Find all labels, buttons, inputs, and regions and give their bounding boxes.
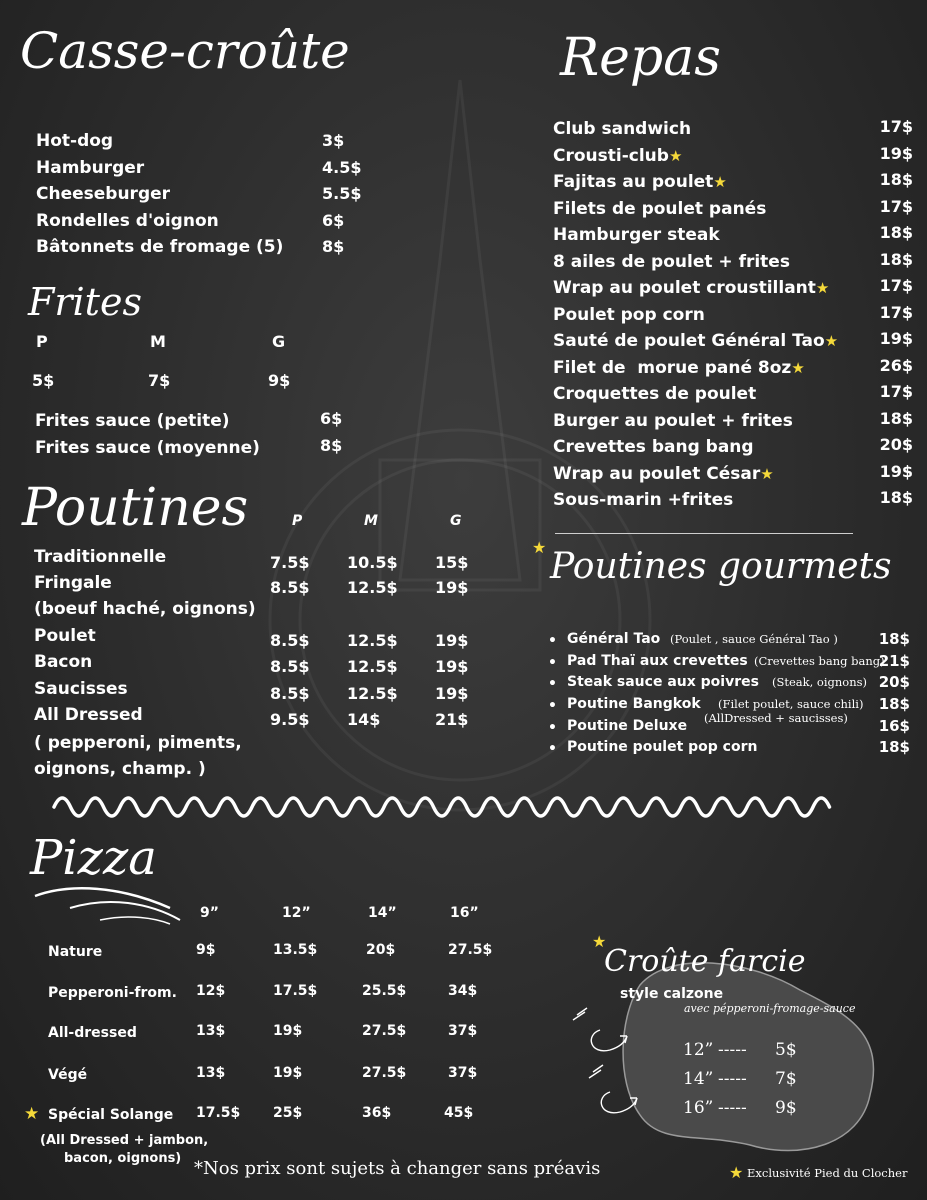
croute-dash: ----- bbox=[718, 1098, 747, 1118]
wavy-divider bbox=[50, 793, 835, 821]
list-item bbox=[553, 171, 913, 198]
croute-subtitle: style calzone bbox=[620, 986, 724, 1002]
list-item bbox=[553, 145, 913, 172]
pizza-price: 20$ bbox=[366, 942, 396, 958]
list-item bbox=[553, 357, 913, 384]
repas-list bbox=[553, 118, 913, 516]
pizza-price: 34$ bbox=[448, 983, 478, 999]
item-name: Hamburger bbox=[36, 157, 145, 178]
list-item bbox=[36, 183, 366, 210]
pizza-price: 27.5$ bbox=[362, 1023, 407, 1039]
gourmet-desc: (Filet poulet, sauce chili) bbox=[718, 697, 864, 712]
bullet-icon: • bbox=[548, 654, 557, 671]
price-disclaimer: *Nos prix sont sujets à changer sans préavis bbox=[194, 1158, 601, 1179]
item-price: 20$ bbox=[879, 435, 913, 454]
pizza-price: 27.5$ bbox=[448, 942, 493, 958]
croute-title: Croûte farcie bbox=[604, 944, 806, 979]
poutine-price-g: 19$ bbox=[435, 631, 469, 650]
gourmet-price: 18$ bbox=[878, 738, 910, 757]
list-item bbox=[36, 157, 366, 184]
pizza-title: Pizza bbox=[30, 830, 157, 886]
item-price: 6$ bbox=[322, 210, 345, 230]
list-item bbox=[553, 330, 913, 357]
poutines-size-g: G bbox=[450, 513, 462, 529]
pizza-name: Végé bbox=[48, 1067, 88, 1083]
pizza-price: 36$ bbox=[362, 1105, 392, 1121]
pizza-price: 19$ bbox=[273, 1023, 303, 1039]
frites-title: Frites bbox=[28, 280, 142, 324]
item-name: Burger au poulet + frites bbox=[553, 410, 793, 431]
gourmet-name: Poutine Bangkok bbox=[567, 696, 701, 713]
croute-dash: ----- bbox=[718, 1040, 747, 1060]
item-price: 17$ bbox=[879, 117, 913, 136]
poutines-size-m: M bbox=[364, 513, 378, 529]
star-icon: ★ bbox=[713, 173, 727, 191]
list-item bbox=[553, 410, 913, 437]
pizza-size: 16” bbox=[450, 905, 479, 921]
gourmet-name: Poutine poulet pop corn bbox=[567, 739, 758, 756]
item-price: 17$ bbox=[879, 302, 913, 322]
pizza-size: 9” bbox=[200, 905, 219, 921]
list-item bbox=[548, 652, 910, 674]
list-item bbox=[553, 436, 913, 463]
item-name: Club sandwich bbox=[553, 119, 692, 139]
poutine-note: ( pepperoni, piments, bbox=[34, 733, 242, 753]
list-item bbox=[553, 463, 913, 490]
item-name: Wrap au poulet croustillant bbox=[553, 278, 816, 298]
pizza-size: 12” bbox=[282, 905, 311, 921]
poutines-size-p: P bbox=[292, 513, 303, 529]
pizza-price: 13$ bbox=[196, 1023, 226, 1039]
list-item bbox=[36, 130, 366, 157]
star-icon: ★ bbox=[815, 279, 830, 297]
pizza-price: 13.5$ bbox=[273, 942, 318, 958]
frites-extra-price: 6$ bbox=[320, 409, 343, 428]
gourmet-name: Général Tao bbox=[567, 631, 661, 647]
poutine-name: Saucisses bbox=[34, 679, 128, 699]
poutine-price-p: 7.5$ bbox=[270, 553, 310, 572]
star-icon: ★ bbox=[532, 538, 547, 557]
gourmet-desc: (AllDressed + saucisses) bbox=[704, 710, 848, 725]
poutine-price-m: 10.5$ bbox=[347, 553, 398, 572]
item-name: Sauté de poulet Général Tao bbox=[553, 331, 825, 351]
item-price: 19$ bbox=[879, 461, 913, 481]
pizza-price: 25$ bbox=[273, 1105, 303, 1121]
poutine-price-p: 8.5$ bbox=[270, 657, 310, 676]
poutine-price-m: 12.5$ bbox=[347, 578, 398, 597]
item-name: Wrap au poulet César bbox=[553, 463, 761, 484]
pizza-name: Nature bbox=[48, 944, 103, 960]
poutine-price-p: 9.5$ bbox=[270, 710, 310, 729]
pizza-price: 17.5$ bbox=[196, 1105, 241, 1121]
star-icon: ★ bbox=[729, 1163, 744, 1182]
list-item bbox=[36, 236, 366, 263]
poutine-price-p: 8.5$ bbox=[270, 684, 310, 703]
croute-dash: ----- bbox=[718, 1069, 747, 1089]
pizza-special-note: bacon, oignons) bbox=[64, 1151, 182, 1166]
pizza-size: 14” bbox=[368, 905, 397, 921]
frites-size-p: P bbox=[36, 332, 48, 351]
list-item bbox=[36, 210, 366, 237]
pizza-price: 13$ bbox=[196, 1065, 226, 1081]
croute-price: 5$ bbox=[775, 1040, 797, 1060]
star-icon: ★ bbox=[760, 464, 774, 483]
item-name: Bâtonnets de fromage (5) bbox=[36, 237, 284, 257]
section-divider bbox=[555, 533, 853, 534]
pizza-price: 17.5$ bbox=[273, 983, 318, 999]
poutine-name: Poulet bbox=[34, 626, 96, 646]
poutine-name: Traditionnelle bbox=[34, 547, 167, 567]
gourmet-list bbox=[548, 630, 910, 760]
croute-size: 14” bbox=[683, 1069, 714, 1089]
croute-desc: avec pépperoni-fromage-sauce bbox=[684, 1002, 856, 1015]
pizza-price: 27.5$ bbox=[362, 1065, 407, 1081]
star-icon: ★ bbox=[791, 358, 805, 377]
pizza-name: Pepperoni-from. bbox=[48, 985, 177, 1001]
repas-title: Repas bbox=[560, 28, 721, 88]
list-item bbox=[553, 198, 913, 225]
list-item bbox=[553, 383, 913, 410]
frites-size-g: G bbox=[272, 332, 286, 351]
item-name: Poulet pop corn bbox=[553, 304, 705, 325]
bullet-icon: • bbox=[548, 698, 557, 715]
poutine-price-g: 15$ bbox=[435, 553, 469, 572]
pizza-price: 45$ bbox=[444, 1105, 474, 1121]
gourmet-name: Steak sauce aux poivres bbox=[567, 674, 759, 691]
poutine-name: All Dressed bbox=[34, 705, 143, 725]
item-price: 19$ bbox=[879, 143, 913, 163]
poutine-price-g: 21$ bbox=[435, 710, 469, 729]
item-price: 18$ bbox=[879, 408, 913, 428]
item-name: Crevettes bang bang bbox=[553, 437, 754, 457]
item-name: Cheeseburger bbox=[36, 184, 171, 204]
item-price: 17$ bbox=[879, 196, 913, 216]
list-item bbox=[553, 251, 913, 278]
flourish-decoration bbox=[30, 878, 190, 928]
list-item bbox=[553, 277, 913, 304]
gourmet-price: 18$ bbox=[878, 695, 910, 714]
bullet-icon: • bbox=[548, 741, 557, 758]
frites-price-p: 5$ bbox=[32, 371, 55, 390]
bullet-icon: • bbox=[548, 719, 557, 736]
poutine-price-p: 8.5$ bbox=[270, 578, 310, 597]
item-price: 4.5$ bbox=[322, 157, 362, 177]
frites-price-m: 7$ bbox=[148, 371, 171, 390]
croute-price: 7$ bbox=[775, 1069, 797, 1089]
poutine-price-m: 12.5$ bbox=[347, 684, 398, 703]
poutine-price-m: 12.5$ bbox=[347, 657, 398, 676]
item-name: Hot-dog bbox=[36, 131, 114, 151]
poutine-name: Bacon bbox=[34, 652, 93, 672]
list-item bbox=[548, 630, 910, 652]
item-price: 18$ bbox=[879, 223, 913, 242]
item-price: 18$ bbox=[879, 249, 913, 269]
gourmet-desc: (Steak, oignons) bbox=[772, 675, 868, 690]
poutine-price-m: 12.5$ bbox=[347, 631, 398, 650]
gourmet-title: Poutines gourmets bbox=[550, 546, 892, 587]
item-price: 5.5$ bbox=[322, 184, 362, 203]
gourmet-name: Pad Thaï aux crevettes bbox=[567, 652, 748, 669]
poutine-price-p: 8.5$ bbox=[270, 631, 310, 650]
list-item bbox=[548, 710, 910, 739]
gourmet-desc: (Crevettes bang bang) bbox=[754, 653, 885, 668]
exclusivity-note: Exclusivité Pied du Clocher bbox=[747, 1166, 908, 1180]
list-item bbox=[548, 673, 910, 695]
item-name: Crousti-club bbox=[553, 145, 669, 166]
star-icon: ★ bbox=[824, 332, 839, 350]
gourmet-price: 16$ bbox=[878, 716, 910, 735]
poutine-price-g: 19$ bbox=[435, 657, 469, 676]
item-price: 18$ bbox=[879, 488, 913, 507]
pizza-name: Spécial Solange bbox=[48, 1107, 174, 1123]
item-price: 3$ bbox=[322, 131, 345, 150]
pizza-price: 25.5$ bbox=[362, 983, 407, 999]
item-name: Rondelles d'oignon bbox=[36, 210, 219, 231]
star-icon: ★ bbox=[668, 146, 683, 165]
pizza-price: 37$ bbox=[448, 1023, 478, 1039]
arrow-decoration bbox=[565, 1000, 645, 1120]
item-name: Fajitas au poulet bbox=[553, 172, 714, 192]
poutine-note: oignons, champ. ) bbox=[34, 759, 206, 779]
list-item bbox=[548, 738, 910, 760]
pizza-price: 12$ bbox=[196, 983, 226, 999]
item-name: Croquettes de poulet bbox=[553, 384, 757, 404]
croute-price: 9$ bbox=[775, 1098, 797, 1118]
poutine-note: (boeuf haché, oignons) bbox=[34, 599, 256, 619]
poutine-price-g: 19$ bbox=[435, 684, 469, 703]
item-name: Hamburger steak bbox=[553, 225, 720, 245]
gourmet-price: 18$ bbox=[878, 630, 910, 648]
pizza-name: All-dressed bbox=[48, 1025, 137, 1041]
bullet-icon: • bbox=[548, 633, 557, 649]
item-name: 8 ailes de poulet + frites bbox=[553, 251, 790, 272]
item-price: 17$ bbox=[879, 382, 913, 401]
bullet-icon: • bbox=[548, 676, 557, 693]
casse-list bbox=[36, 130, 366, 263]
frites-extra-price: 8$ bbox=[320, 436, 343, 455]
pizza-price: 9$ bbox=[196, 942, 216, 958]
star-icon: ★ bbox=[592, 932, 607, 951]
poutine-name: Fringale bbox=[34, 573, 112, 593]
item-price: 26$ bbox=[879, 355, 913, 375]
frites-price-g: 9$ bbox=[268, 371, 291, 390]
star-icon: ★ bbox=[24, 1104, 40, 1124]
item-name: Filet de morue pané 8oz bbox=[553, 357, 792, 378]
item-name: Sous-marin +frites bbox=[553, 490, 734, 510]
frites-size-m: M bbox=[150, 332, 166, 351]
frites-extra-name: Frites sauce (moyenne) bbox=[35, 438, 260, 458]
item-price: 17$ bbox=[879, 276, 913, 295]
list-item bbox=[553, 304, 913, 331]
item-price: 8$ bbox=[322, 237, 345, 256]
item-price: 19$ bbox=[879, 329, 913, 348]
list-item bbox=[553, 489, 913, 516]
gourmet-desc: (Poulet , sauce Général Tao ) bbox=[670, 632, 838, 646]
item-name: Filets de poulet panés bbox=[553, 198, 767, 219]
casse-title: Casse-croûte bbox=[20, 22, 350, 80]
gourmet-name: Poutine Deluxe bbox=[567, 717, 688, 734]
poutine-price-g: 19$ bbox=[435, 578, 469, 597]
gourmet-price: 20$ bbox=[878, 673, 910, 692]
poutines-title: Poutines bbox=[22, 478, 249, 538]
pizza-special-note: (All Dressed + jambon, bbox=[40, 1133, 209, 1148]
frites-extra-name: Frites sauce (petite) bbox=[35, 411, 230, 431]
item-price: 18$ bbox=[879, 170, 913, 189]
list-item bbox=[553, 224, 913, 251]
pizza-price: 19$ bbox=[273, 1065, 303, 1081]
croute-size: 16” bbox=[683, 1098, 714, 1118]
list-item bbox=[553, 118, 913, 145]
croute-size: 12” bbox=[683, 1040, 714, 1060]
gourmet-price: 21$ bbox=[878, 651, 910, 670]
pizza-price: 37$ bbox=[448, 1065, 478, 1081]
poutine-price-m: 14$ bbox=[347, 710, 381, 729]
